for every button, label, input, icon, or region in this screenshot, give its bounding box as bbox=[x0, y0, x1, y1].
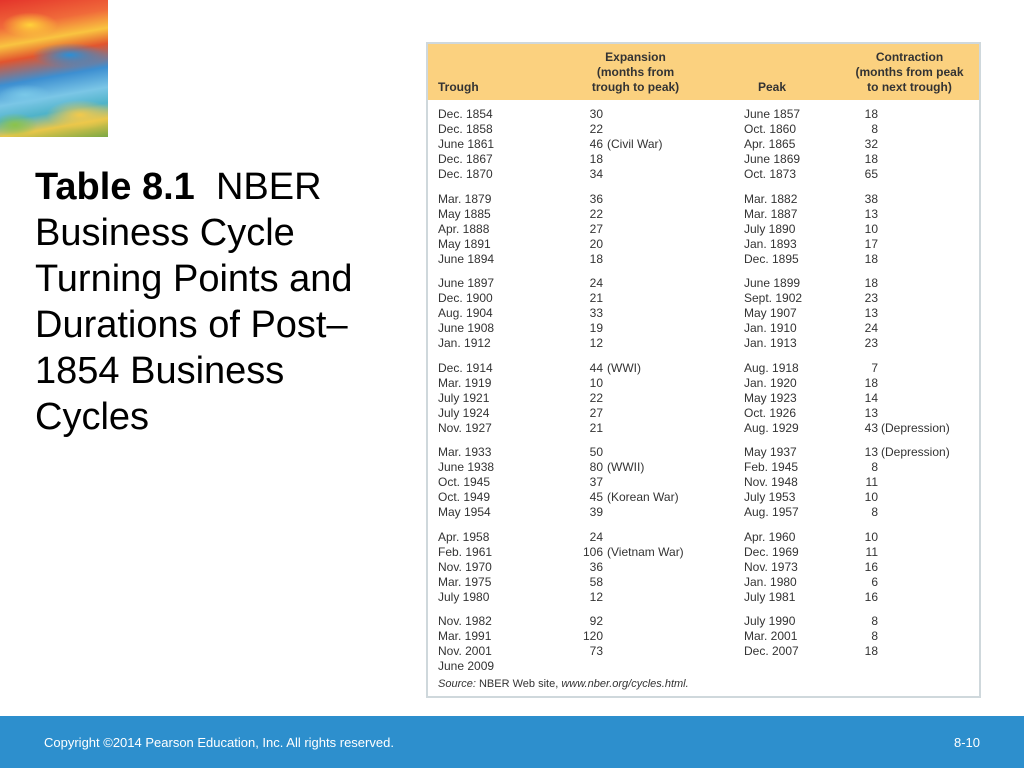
expansion-cell: 21 bbox=[589, 420, 603, 435]
expansion-cell: 58 bbox=[589, 574, 603, 589]
table-row bbox=[428, 629, 979, 644]
trough-cell: Dec. 1858 bbox=[438, 122, 493, 136]
table-row bbox=[428, 406, 979, 421]
expansion-cell: 80 bbox=[589, 460, 603, 474]
trough-cell: Apr. 1888 bbox=[438, 221, 490, 236]
table-row bbox=[428, 421, 979, 436]
table-row bbox=[428, 530, 979, 545]
table-row bbox=[428, 614, 979, 629]
contraction-cell: 23 bbox=[864, 291, 878, 305]
contraction-cell: 8 bbox=[871, 460, 878, 474]
peak-cell: Nov. 1948 bbox=[744, 475, 798, 489]
slide-number: 8-10 bbox=[953, 735, 980, 750]
peak-cell: Dec. 2007 bbox=[744, 644, 799, 658]
peak-cell: July 1990 bbox=[744, 614, 796, 628]
table-row bbox=[428, 291, 979, 306]
trough-cell: June 1908 bbox=[438, 321, 495, 335]
peak-cell: Mar. 1882 bbox=[744, 191, 798, 206]
trough-cell: May 1891 bbox=[438, 236, 491, 251]
trough-cell: June 2009 bbox=[438, 659, 495, 673]
peak-cell: Aug. 1929 bbox=[744, 420, 799, 435]
expansion-cell: 12 bbox=[589, 589, 603, 604]
peak-cell: May 1923 bbox=[744, 390, 797, 405]
table-row-group bbox=[428, 276, 979, 351]
footer-bar bbox=[0, 716, 1024, 768]
table-row bbox=[428, 391, 979, 406]
contraction-cell: 65 bbox=[864, 167, 878, 181]
expansion-cell: 20 bbox=[589, 236, 603, 251]
contraction-cell: 8 bbox=[871, 614, 878, 628]
contraction-cell: 18 bbox=[864, 107, 878, 121]
business-cycle-table bbox=[426, 42, 981, 698]
expansion-cell: 27 bbox=[589, 221, 603, 236]
header-expansion: Expansion (months from trough to peak) bbox=[591, 50, 680, 94]
trough-cell: Dec. 1900 bbox=[438, 291, 493, 305]
peak-cell: June 1857 bbox=[744, 107, 801, 121]
expansion-cell: 37 bbox=[589, 475, 603, 489]
contraction-cell: 14 bbox=[864, 390, 878, 405]
peak-cell: June 1869 bbox=[744, 152, 801, 166]
table-row bbox=[428, 222, 979, 237]
expansion-cell: 50 bbox=[589, 445, 603, 459]
contraction-cell: 8 bbox=[871, 122, 878, 136]
peak-cell: Jan. 1893 bbox=[744, 236, 797, 251]
peak-cell: Feb. 1945 bbox=[744, 460, 799, 474]
expansion-cell: 106 bbox=[582, 544, 603, 559]
expansion-cell: 10 bbox=[589, 375, 603, 390]
expansion-cell: 12 bbox=[589, 336, 603, 350]
peak-cell: July 1890 bbox=[744, 221, 796, 236]
contraction-cell: 43 bbox=[864, 420, 878, 435]
peak-cell: Aug. 1918 bbox=[744, 360, 799, 375]
peak-cell: Apr. 1960 bbox=[744, 529, 796, 544]
trough-cell: Mar. 1919 bbox=[438, 375, 492, 390]
contraction-cell: 24 bbox=[864, 321, 878, 335]
table-row bbox=[428, 545, 979, 560]
peak-cell: July 1981 bbox=[744, 589, 796, 604]
table-row bbox=[428, 644, 979, 659]
expansion-cell: 73 bbox=[589, 644, 603, 658]
peak-cell: Jan. 1980 bbox=[744, 574, 797, 589]
expansion-cell: 46 bbox=[589, 137, 603, 151]
peak-cell: Nov. 1973 bbox=[744, 559, 798, 574]
table-row bbox=[428, 306, 979, 321]
table-row bbox=[428, 505, 979, 520]
table-row-group bbox=[428, 361, 979, 436]
trough-cell: Dec. 1867 bbox=[438, 152, 493, 166]
contraction-cell: 8 bbox=[871, 629, 878, 643]
peak-cell: Oct. 1873 bbox=[744, 167, 797, 181]
trough-cell: Oct. 1949 bbox=[438, 490, 491, 504]
expansion-note-cell: (Korean War) bbox=[607, 490, 679, 504]
expansion-cell: 22 bbox=[589, 206, 603, 221]
contraction-cell: 23 bbox=[864, 336, 878, 350]
copyright-text: Copyright ©2014 Pearson Education, Inc. All rights reserved. bbox=[44, 735, 394, 750]
peak-cell: Jan. 1913 bbox=[744, 336, 797, 350]
contraction-cell: 10 bbox=[864, 529, 878, 544]
trough-cell: Nov. 2001 bbox=[438, 644, 492, 658]
contraction-cell: 7 bbox=[871, 360, 878, 375]
peak-cell: Apr. 1865 bbox=[744, 137, 796, 151]
expansion-note-cell: (Civil War) bbox=[607, 137, 663, 151]
table-row-group bbox=[428, 107, 979, 182]
peak-cell: Oct. 1926 bbox=[744, 405, 797, 420]
peak-cell: May 1907 bbox=[744, 306, 797, 320]
table-row bbox=[428, 490, 979, 505]
expansion-note-cell: (WWI) bbox=[607, 360, 641, 375]
contraction-cell: 16 bbox=[864, 559, 878, 574]
trough-cell: Aug. 1904 bbox=[438, 306, 493, 320]
trough-cell: Mar. 1879 bbox=[438, 191, 492, 206]
expansion-cell: 21 bbox=[589, 291, 603, 305]
expansion-cell: 19 bbox=[589, 321, 603, 335]
contraction-cell: 18 bbox=[864, 644, 878, 658]
table-row bbox=[428, 276, 979, 291]
table-row bbox=[428, 122, 979, 137]
trough-cell: July 1980 bbox=[438, 589, 490, 604]
table-row bbox=[428, 207, 979, 222]
contraction-cell: 18 bbox=[864, 251, 878, 266]
expansion-cell: 34 bbox=[589, 167, 603, 181]
trough-cell: Nov. 1970 bbox=[438, 559, 492, 574]
contraction-cell: 18 bbox=[864, 375, 878, 390]
contraction-cell: 38 bbox=[864, 191, 878, 206]
trough-cell: Apr. 1958 bbox=[438, 529, 490, 544]
source-note: Source: NBER Web site, www.nber.org/cycles.html. bbox=[438, 678, 689, 690]
expansion-cell: 24 bbox=[589, 529, 603, 544]
expansion-cell: 36 bbox=[589, 191, 603, 206]
peak-cell: June 1899 bbox=[744, 276, 801, 290]
trough-cell: Feb. 1961 bbox=[438, 544, 493, 559]
trough-cell: Dec. 1870 bbox=[438, 167, 493, 181]
table-row bbox=[428, 445, 979, 460]
trough-cell: Dec. 1854 bbox=[438, 107, 493, 121]
expansion-cell: 92 bbox=[589, 614, 603, 628]
table-row bbox=[428, 575, 979, 590]
contraction-note-cell: (Depression) bbox=[881, 420, 950, 435]
trough-cell: May 1954 bbox=[438, 505, 491, 519]
table-row-group bbox=[428, 192, 979, 267]
table-row bbox=[428, 107, 979, 122]
expansion-cell: 22 bbox=[589, 122, 603, 136]
table-row bbox=[428, 237, 979, 252]
trough-cell: Mar. 1975 bbox=[438, 574, 492, 589]
trough-cell: Oct. 1945 bbox=[438, 475, 491, 489]
title-text: NBER Business Cycle Turning Points and Durations of Post–1854 Business Cycles bbox=[35, 166, 353, 438]
trough-cell: Jan. 1912 bbox=[438, 336, 491, 350]
expansion-cell: 24 bbox=[589, 276, 603, 290]
table-row bbox=[428, 590, 979, 605]
expansion-cell: 44 bbox=[589, 360, 603, 375]
decorative-painting bbox=[0, 0, 108, 137]
contraction-cell: 13 bbox=[864, 405, 878, 420]
expansion-note-cell: (Vietnam War) bbox=[607, 544, 684, 559]
table-row-group bbox=[428, 445, 979, 520]
expansion-cell: 45 bbox=[589, 490, 603, 504]
header-trough: Trough bbox=[438, 80, 479, 94]
table-row bbox=[428, 376, 979, 391]
contraction-cell: 10 bbox=[864, 221, 878, 236]
peak-cell: Dec. 1895 bbox=[744, 251, 799, 266]
table-row bbox=[428, 475, 979, 490]
table-number: Table 8.1 bbox=[35, 166, 195, 208]
contraction-cell: 18 bbox=[864, 276, 878, 290]
contraction-cell: 13 bbox=[864, 206, 878, 221]
table-row bbox=[428, 659, 979, 674]
contraction-cell: 11 bbox=[865, 475, 878, 489]
contraction-note-cell: (Depression) bbox=[881, 445, 950, 459]
table-row bbox=[428, 137, 979, 152]
trough-cell: Nov. 1927 bbox=[438, 420, 492, 435]
expansion-cell: 27 bbox=[589, 405, 603, 420]
peak-cell: Mar. 2001 bbox=[744, 629, 798, 643]
table-row bbox=[428, 192, 979, 207]
expansion-cell: 18 bbox=[589, 251, 603, 266]
contraction-cell: 13 bbox=[864, 306, 878, 320]
expansion-cell: 22 bbox=[589, 390, 603, 405]
expansion-cell: 30 bbox=[589, 107, 603, 121]
trough-cell: Mar. 1991 bbox=[438, 629, 492, 643]
table-row bbox=[428, 361, 979, 376]
contraction-cell: 8 bbox=[871, 505, 878, 519]
contraction-cell: 18 bbox=[864, 152, 878, 166]
trough-cell: June 1897 bbox=[438, 276, 495, 290]
trough-cell: Dec. 1914 bbox=[438, 360, 493, 375]
table-row bbox=[428, 560, 979, 575]
peak-cell: Dec. 1969 bbox=[744, 544, 799, 559]
table-header bbox=[428, 44, 979, 100]
trough-cell: June 1861 bbox=[438, 137, 495, 151]
slide-title bbox=[35, 164, 405, 440]
peak-cell: July 1953 bbox=[744, 490, 796, 504]
header-contraction: Contraction (months from peak to next trough) bbox=[855, 50, 964, 94]
peak-cell: Jan. 1910 bbox=[744, 321, 797, 335]
trough-cell: June 1894 bbox=[438, 251, 495, 266]
trough-cell: July 1921 bbox=[438, 390, 490, 405]
contraction-cell: 16 bbox=[864, 589, 878, 604]
table-row bbox=[428, 460, 979, 475]
expansion-cell: 18 bbox=[589, 152, 603, 166]
expansion-cell: 33 bbox=[589, 306, 603, 320]
contraction-cell: 11 bbox=[865, 544, 878, 559]
contraction-cell: 13 bbox=[864, 445, 878, 459]
table-row bbox=[428, 167, 979, 182]
contraction-cell: 6 bbox=[871, 574, 878, 589]
peak-cell: Mar. 1887 bbox=[744, 206, 798, 221]
expansion-note-cell: (WWII) bbox=[607, 460, 645, 474]
contraction-cell: 10 bbox=[864, 490, 878, 504]
header-peak: Peak bbox=[758, 80, 787, 94]
trough-cell: Nov. 1982 bbox=[438, 614, 492, 628]
trough-cell: May 1885 bbox=[438, 206, 491, 221]
table-row bbox=[428, 336, 979, 351]
contraction-cell: 32 bbox=[864, 137, 878, 151]
expansion-cell: 39 bbox=[589, 505, 603, 519]
expansion-cell: 36 bbox=[589, 559, 603, 574]
peak-cell: May 1937 bbox=[744, 445, 797, 459]
peak-cell: Jan. 1920 bbox=[744, 375, 797, 390]
table-row bbox=[428, 252, 979, 267]
trough-cell: Mar. 1933 bbox=[438, 445, 492, 459]
table-row bbox=[428, 321, 979, 336]
peak-cell: Aug. 1957 bbox=[744, 505, 799, 519]
table-row-group bbox=[428, 614, 979, 674]
table-row-group bbox=[428, 530, 979, 605]
expansion-cell: 120 bbox=[582, 629, 603, 643]
peak-cell: Sept. 1902 bbox=[744, 291, 803, 305]
table-row bbox=[428, 152, 979, 167]
trough-cell: June 1938 bbox=[438, 460, 495, 474]
peak-cell: Oct. 1860 bbox=[744, 122, 797, 136]
contraction-cell: 17 bbox=[864, 236, 878, 251]
trough-cell: July 1924 bbox=[438, 405, 490, 420]
